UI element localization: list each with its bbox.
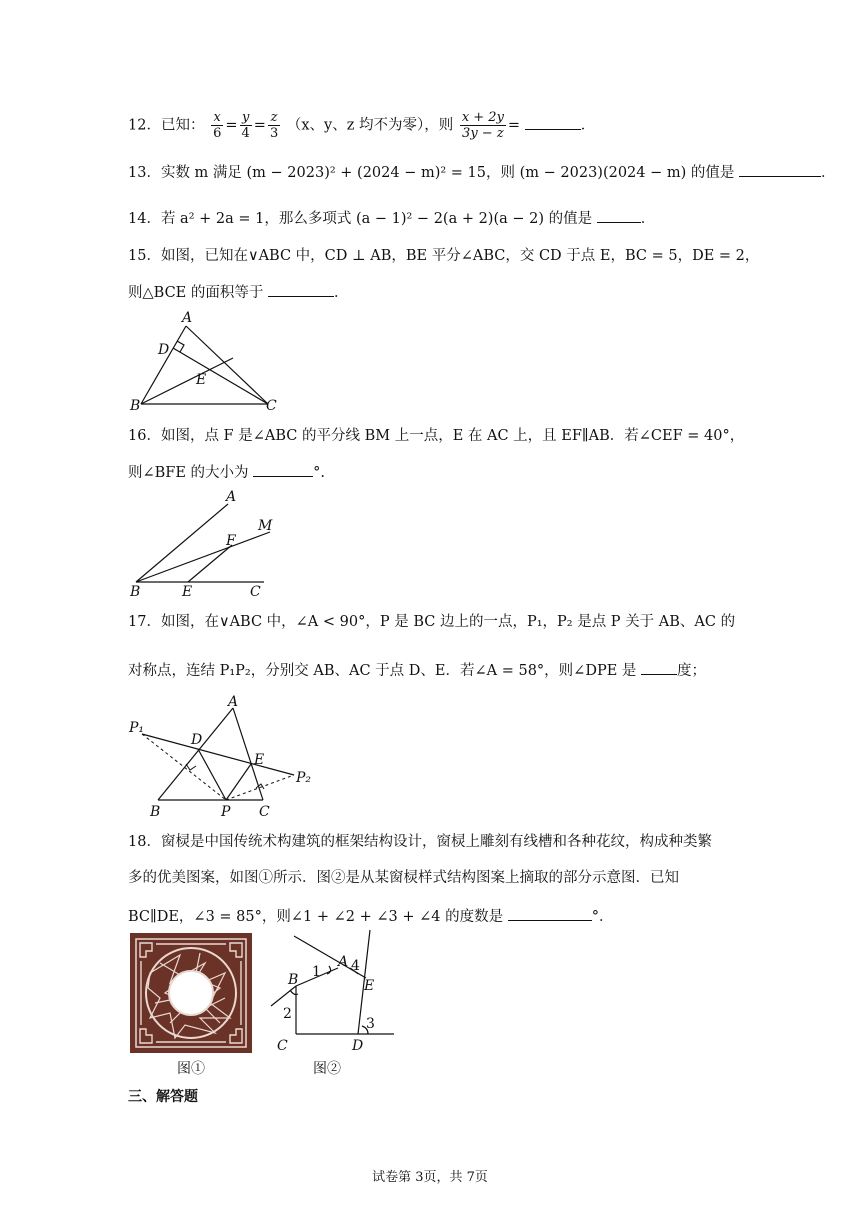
q17-end: 度； <box>677 663 706 679</box>
fraction-y-4: $\frac{y}{4}$ <box>241 110 250 141</box>
q12-text-b: （x、y、z 均不为零），则 <box>286 117 454 134</box>
label-e: E <box>182 584 193 600</box>
fraction-z-3: $\frac{z}{3}$ <box>269 110 279 141</box>
angle-2-arc <box>290 990 298 995</box>
answer-blank-16[interactable] <box>253 462 313 477</box>
q18-text: BC∥DE，∠3 = 85°，则∠1 + ∠2 + ∠3 + ∠4 的度数是 <box>128 909 504 925</box>
label-c: C <box>277 1038 288 1054</box>
q16-end: °. <box>313 465 326 481</box>
right-angle-mark <box>256 784 264 789</box>
ray-ba <box>136 504 228 582</box>
figure-18 <box>266 928 402 1056</box>
figure-17 <box>128 692 318 820</box>
label-e: E <box>364 978 375 994</box>
fraction-x-6: $\frac{x}{6}$ <box>213 110 222 141</box>
figure-16 <box>128 488 288 598</box>
q17-text: 对称点，连结 P₁P₂，分别交 AB、AC 于点 D、E．若∠A = 58°，则∠DPE 是 <box>128 663 637 679</box>
q15-end: ． <box>333 285 349 301</box>
label-p1: P₁ <box>129 720 145 736</box>
question-15-line2 <box>128 282 348 303</box>
q12-text-a: 已知： <box>160 117 205 134</box>
section-heading: 三、解答题 <box>128 1089 198 1105</box>
label-p2: P₂ <box>296 770 312 786</box>
question-17-line1: 17．如图，在∨ABC 中，∠A < 90°，P 是 BC 边上的一点，P₁，P₂ 是点 P 关于 AB、AC 的 <box>128 614 736 630</box>
label-a: A <box>182 310 193 326</box>
label-p: P <box>221 804 231 820</box>
q14-text: 14．若 a² + 2a = 1，那么多项式 (a − 1)² − 2(a + 2)(a − 2) 的值是 <box>128 211 593 227</box>
question-15-line1: 15．如图，已知在∨ABC 中，CD ⊥ AB，BE 平分∠ABC，交 CD 于点 E，BC = 5，DE = 2， <box>128 248 760 264</box>
window-lattice-image <box>130 933 252 1053</box>
label-f: F <box>226 533 236 549</box>
angle-2-label: 2 <box>283 1006 292 1022</box>
page-footer: 试卷第 3页，共 7页 <box>372 1170 488 1185</box>
q12-number: 12． <box>128 117 161 134</box>
label-d: D <box>158 342 170 358</box>
question-18-line3 <box>128 906 613 927</box>
answer-blank-15[interactable] <box>268 282 334 297</box>
label-e: E <box>196 372 207 388</box>
answer-blank-14[interactable] <box>597 208 641 223</box>
label-a: A <box>338 954 349 970</box>
dashed-pp2 <box>226 775 294 800</box>
answer-blank-17[interactable] <box>641 660 677 675</box>
question-17-line2 <box>128 660 706 681</box>
label-b: B <box>288 972 299 988</box>
label-c: C <box>250 584 261 600</box>
question-14 <box>128 208 655 229</box>
angle-4-label: 4 <box>351 958 360 974</box>
question-13 <box>128 162 836 183</box>
segment-p1p2 <box>142 734 294 775</box>
caption-figure-2: 图② <box>313 1061 341 1077</box>
label-e: E <box>254 752 265 768</box>
q16-text: 则∠BFE 的大小为 <box>128 465 249 481</box>
segment-pd <box>198 749 226 800</box>
question-16-line1: 16．如图，点 F 是∠ABC 的平分线 BM 上一点，E 在 AC 上，且 EF∥AB．若∠CEF = 40°， <box>128 428 745 444</box>
angle-3-label: 3 <box>366 1016 375 1032</box>
label-a: A <box>228 694 239 710</box>
label-b: B <box>150 804 161 820</box>
label-c: C <box>266 398 277 414</box>
question-12: 12．已知： $\frac{x}{6}$ = $\frac{y}{4}$ = $\frac{z}{3}$ （x、y、z 均不为零），则 $\frac{x + 2y}{3y - z}$ = ． <box>128 110 596 141</box>
question-18-line1: 18．窗棂是中国传统术构建筑的框架结构设计，窗棂上雕刻有线槽和各种花纹，构成种类繁 <box>128 834 712 850</box>
segment-pe <box>226 764 251 800</box>
q13-end: ． <box>821 165 836 181</box>
label-b: B <box>130 584 141 600</box>
question-18-line2: 多的优美图案，如图①所示．图②是从某窗棂样式结构图案上摘取的部分示意图．已知 <box>128 870 679 886</box>
right-angle-mark <box>186 764 196 770</box>
answer-blank-12[interactable] <box>525 115 581 130</box>
q18-end: °． <box>591 909 614 925</box>
figure-15 <box>128 308 288 414</box>
label-d: D <box>191 732 203 748</box>
answer-blank-13[interactable] <box>739 162 821 177</box>
segment-ef <box>188 545 232 582</box>
segment-cd <box>173 348 268 404</box>
angle-1-label: 1 <box>312 964 321 980</box>
fraction-expression: $\frac{x + 2y}{3y - z}$ <box>461 110 504 141</box>
segment-ac <box>186 326 268 404</box>
caption-figure-1: 图① <box>177 1061 205 1077</box>
label-m: M <box>258 518 273 534</box>
q12-end: ． <box>580 117 596 134</box>
label-d: D <box>352 1038 364 1054</box>
q15-text: 则△BCE 的面积等于 <box>128 285 264 301</box>
label-b: B <box>130 398 141 414</box>
question-16-line2 <box>128 462 325 483</box>
label-a: A <box>226 489 237 505</box>
q14-end: ． <box>640 211 656 227</box>
q13-text: 13．实数 m 满足 (m − 2023)² + (2024 − m)² = 15，则 (m − 2023)(2024 − m) 的值是 <box>128 165 735 181</box>
segment-ab <box>158 708 233 800</box>
answer-blank-18[interactable] <box>508 906 592 921</box>
label-c: C <box>259 804 270 820</box>
ray-bc-extension <box>271 986 296 1006</box>
ray-bm <box>136 532 270 582</box>
dashed-p1p <box>142 734 226 800</box>
